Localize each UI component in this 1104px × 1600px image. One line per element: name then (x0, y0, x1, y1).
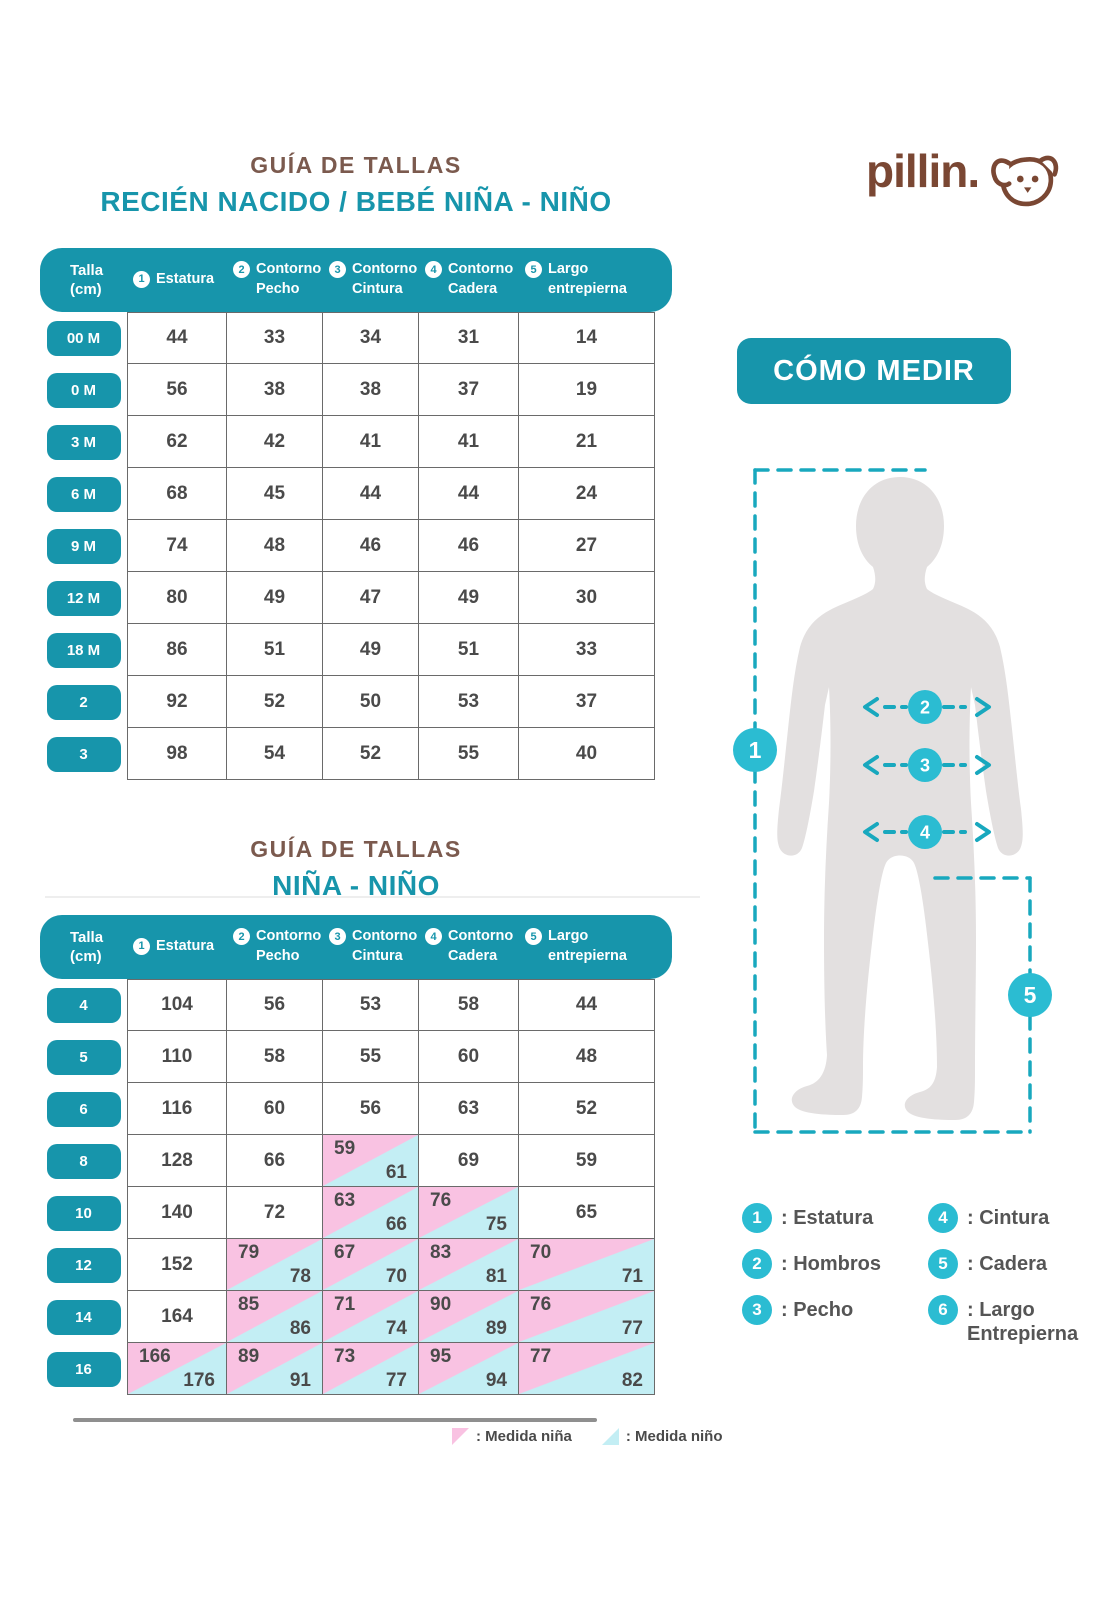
split-value-cell (519, 1239, 655, 1291)
table-row (40, 572, 672, 624)
value-cell: 68 (127, 468, 227, 520)
nina-value: 71 (334, 1294, 356, 1315)
number-badge: 3 (329, 928, 346, 945)
value-cell: 128 (127, 1135, 227, 1187)
split-value-cell (323, 1239, 419, 1291)
value-cell: 52 (519, 1083, 655, 1135)
nina-value: 70 (530, 1242, 552, 1263)
number-badge: 1 (133, 271, 150, 288)
value-cell: 54 (227, 728, 323, 780)
size-pill: 18 M (47, 633, 121, 668)
measure-legend (742, 1203, 1104, 1346)
number-badge: 3 (742, 1295, 772, 1325)
table1-body (40, 312, 672, 780)
value-cell: 21 (519, 416, 655, 468)
nina-value: 67 (334, 1242, 356, 1263)
child-silhouette (777, 477, 1023, 1120)
size-pill: 4 (47, 988, 121, 1023)
size-pill: 14 (47, 1300, 121, 1335)
value-cell: 44 (519, 979, 655, 1031)
nino-value: 75 (485, 1214, 507, 1235)
value-cell: 51 (227, 624, 323, 676)
table-row (40, 624, 672, 676)
nina-value: 90 (430, 1294, 452, 1315)
value-cell: 44 (419, 468, 519, 520)
value-cell: 40 (519, 728, 655, 780)
nina-value: 95 (430, 1346, 452, 1367)
value-cell: 53 (323, 979, 419, 1031)
column-header: 5 Largo entrepierna (519, 260, 672, 299)
value-cell: 60 (419, 1031, 519, 1083)
value-cell: 104 (127, 979, 227, 1031)
talla-header: Talla (cm) (70, 928, 104, 965)
marker-3-number: 3 (919, 755, 931, 776)
value-cell: 69 (419, 1135, 519, 1187)
legend-nino: : Medida niño (602, 1428, 723, 1445)
size-pill: 3 M (47, 425, 121, 460)
legend-nina: : Medida niña (452, 1428, 572, 1445)
blue-triangle-icon (602, 1428, 619, 1445)
value-cell: 37 (519, 676, 655, 728)
nina-value: 83 (430, 1242, 452, 1263)
value-cell: 46 (419, 520, 519, 572)
value-cell: 14 (519, 312, 655, 364)
table-row (40, 728, 672, 780)
column-header: 4 Contorno Cadera (419, 927, 519, 966)
body-diagram (725, 455, 1055, 1145)
column-header: 4 Contorno Cadera (419, 260, 519, 299)
value-cell: 44 (323, 468, 419, 520)
marker-2-number: 2 (919, 697, 931, 718)
nino-value: 94 (485, 1370, 507, 1391)
column-header: 2 Contorno Pecho (227, 927, 323, 966)
measure-legend-item: 6 : Largo Entrepierna (928, 1295, 1104, 1346)
size-pill: 5 (47, 1040, 121, 1075)
table-nina-nino (40, 915, 672, 1395)
value-cell: 38 (323, 364, 419, 416)
measure-legend-item: 2 : Hombros (742, 1249, 928, 1279)
column-header: 3 Contorno Cintura (323, 927, 419, 966)
table-row (40, 1083, 672, 1135)
size-pill: 12 (47, 1248, 121, 1283)
column-header: 1 Estatura (127, 937, 227, 957)
table-row (40, 1187, 672, 1239)
split-value-cell (323, 1187, 419, 1239)
value-cell: 98 (127, 728, 227, 780)
nino-value: 81 (485, 1266, 507, 1287)
value-cell: 60 (227, 1083, 323, 1135)
nino-value: 71 (621, 1266, 643, 1287)
table2-end-rule (73, 1418, 597, 1422)
size-pill: 8 (47, 1144, 121, 1179)
table2-body (40, 979, 672, 1395)
measure-legend-item: 4 : Cintura (928, 1203, 1104, 1233)
number-badge: 4 (425, 261, 442, 278)
value-cell: 140 (127, 1187, 227, 1239)
split-value-cell (323, 1135, 419, 1187)
size-pill: 00 M (47, 321, 121, 356)
table1-header (40, 248, 672, 312)
nina-value: 85 (238, 1294, 260, 1315)
value-cell: 51 (419, 624, 519, 676)
nino-value: 70 (385, 1266, 407, 1287)
value-cell: 110 (127, 1031, 227, 1083)
value-cell: 58 (227, 1031, 323, 1083)
talla-header: Talla (cm) (70, 261, 104, 298)
table-row (40, 1031, 672, 1083)
split-value-cell (419, 1291, 519, 1343)
value-cell: 33 (227, 312, 323, 364)
measure-legend-item: 5 : Cadera (928, 1249, 1104, 1279)
table-row (40, 312, 672, 364)
value-cell: 33 (519, 624, 655, 676)
size-pill: 3 (47, 737, 121, 772)
measure-legend-item: 3 : Pecho (742, 1295, 928, 1346)
size-pill: 0 M (47, 373, 121, 408)
guide-subtitle: GUÍA DE TALLAS (250, 152, 462, 178)
value-cell: 152 (127, 1239, 227, 1291)
size-pill: 10 (47, 1196, 121, 1231)
value-cell: 48 (519, 1031, 655, 1083)
table2-header (40, 915, 672, 979)
number-badge: 5 (525, 928, 542, 945)
value-cell: 56 (323, 1083, 419, 1135)
value-cell: 34 (323, 312, 419, 364)
nino-value: 61 (385, 1162, 407, 1183)
nina-value: 77 (530, 1346, 552, 1367)
value-cell: 31 (419, 312, 519, 364)
size-pill: 6 M (47, 477, 121, 512)
value-cell: 49 (227, 572, 323, 624)
como-medir-title: CÓMO MEDIR (737, 338, 1011, 404)
nina-value: 59 (334, 1138, 356, 1159)
nino-value: 176 (183, 1370, 215, 1391)
table-row (40, 676, 672, 728)
value-cell: 52 (323, 728, 419, 780)
value-cell: 59 (519, 1135, 655, 1187)
measuring-diagram (725, 455, 1055, 1145)
value-cell: 164 (127, 1291, 227, 1343)
number-badge: 1 (742, 1203, 772, 1233)
value-cell: 72 (227, 1187, 323, 1239)
marker-4-number: 4 (919, 822, 931, 843)
value-cell: 41 (323, 416, 419, 468)
value-cell: 19 (519, 364, 655, 416)
value-cell: 92 (127, 676, 227, 728)
size-pill: 16 (47, 1352, 121, 1387)
split-value-cell (323, 1291, 419, 1343)
value-cell: 50 (323, 676, 419, 728)
table1-title: RECIÉN NACIDO / BEBÉ NIÑA - NIÑO (100, 186, 612, 217)
value-cell: 55 (419, 728, 519, 780)
value-cell: 116 (127, 1083, 227, 1135)
split-value-cell (519, 1291, 655, 1343)
split-value-cell (227, 1343, 323, 1395)
split-value-cell (419, 1239, 519, 1291)
value-cell: 56 (127, 364, 227, 416)
size-pill: 6 (47, 1092, 121, 1127)
value-cell: 45 (227, 468, 323, 520)
split-value-cell (519, 1343, 655, 1395)
number-badge: 4 (425, 928, 442, 945)
column-header: 3 Contorno Cintura (323, 260, 419, 299)
table1-titles (40, 152, 672, 218)
number-badge: 3 (329, 261, 346, 278)
split-value-cell (127, 1343, 227, 1395)
nino-value: 74 (385, 1318, 407, 1339)
value-cell: 37 (419, 364, 519, 416)
value-cell: 48 (227, 520, 323, 572)
column-header: 2 Contorno Pecho (227, 260, 323, 299)
value-cell: 27 (519, 520, 655, 572)
nina-value: 166 (139, 1346, 171, 1367)
number-badge: 2 (233, 261, 250, 278)
split-value-cell (227, 1291, 323, 1343)
number-badge: 4 (928, 1203, 958, 1233)
nino-value: 91 (289, 1370, 311, 1391)
nino-value: 82 (621, 1370, 643, 1391)
value-cell: 66 (227, 1135, 323, 1187)
value-cell: 74 (127, 520, 227, 572)
value-cell: 80 (127, 572, 227, 624)
nina-value: 79 (238, 1242, 260, 1263)
value-cell: 86 (127, 624, 227, 676)
table-row (40, 416, 672, 468)
number-badge: 6 (928, 1295, 958, 1325)
number-badge: 5 (928, 1249, 958, 1279)
nina-value: 76 (430, 1190, 452, 1211)
number-badge: 2 (742, 1249, 772, 1279)
split-value-cell (323, 1343, 419, 1395)
value-cell: 30 (519, 572, 655, 624)
value-cell: 56 (227, 979, 323, 1031)
table-row (40, 1343, 672, 1395)
nino-value: 86 (289, 1318, 311, 1339)
nino-value: 77 (385, 1370, 407, 1391)
size-pill: 12 M (47, 581, 121, 616)
value-cell: 52 (227, 676, 323, 728)
size-pill: 2 (47, 685, 121, 720)
table2-titles (40, 836, 672, 902)
split-value-cell (419, 1187, 519, 1239)
number-badge: 1 (133, 938, 150, 955)
column-header: 1 Estatura (127, 270, 227, 290)
value-cell: 49 (323, 624, 419, 676)
split-value-cell (419, 1343, 519, 1395)
column-header: 5 Largo entrepierna (519, 927, 672, 966)
value-cell: 44 (127, 312, 227, 364)
value-cell: 46 (323, 520, 419, 572)
marker-1-number: 1 (748, 737, 762, 763)
value-cell: 41 (419, 416, 519, 468)
marker-5-number: 5 (1023, 982, 1037, 1008)
value-cell: 58 (419, 979, 519, 1031)
brand-name: pillin. (866, 145, 980, 197)
table-row (40, 520, 672, 572)
table-row (40, 979, 672, 1031)
value-cell: 65 (519, 1187, 655, 1239)
table-row (40, 468, 672, 520)
number-badge: 2 (233, 928, 250, 945)
nina-value: 73 (334, 1346, 356, 1367)
guide-subtitle: GUÍA DE TALLAS (250, 836, 462, 862)
table-row (40, 1291, 672, 1343)
nino-value: 78 (289, 1266, 311, 1287)
value-cell: 62 (127, 416, 227, 468)
value-cell: 49 (419, 572, 519, 624)
nino-value: 77 (621, 1318, 643, 1339)
table-row (40, 1239, 672, 1291)
dog-icon (987, 148, 1061, 210)
pink-triangle-icon (452, 1428, 469, 1445)
split-value-cell (227, 1239, 323, 1291)
size-pill: 9 M (47, 529, 121, 564)
value-cell: 53 (419, 676, 519, 728)
value-cell: 55 (323, 1031, 419, 1083)
brand-logo (866, 145, 1061, 210)
number-badge: 5 (525, 261, 542, 278)
nino-value: 89 (485, 1318, 507, 1339)
value-cell: 47 (323, 572, 419, 624)
table2-title: NIÑA - NIÑO (272, 870, 440, 901)
nina-value: 76 (530, 1294, 552, 1315)
value-cell: 24 (519, 468, 655, 520)
value-cell: 38 (227, 364, 323, 416)
nino-value: 66 (385, 1214, 407, 1235)
table-row (40, 364, 672, 416)
table-row (40, 1135, 672, 1187)
nina-value: 63 (334, 1190, 356, 1211)
nina-value: 89 (238, 1346, 260, 1367)
value-cell: 42 (227, 416, 323, 468)
table-recien-nacido (40, 248, 672, 780)
value-cell: 63 (419, 1083, 519, 1135)
split-cell-legend (452, 1428, 723, 1445)
measure-legend-item: 1 : Estatura (742, 1203, 928, 1233)
